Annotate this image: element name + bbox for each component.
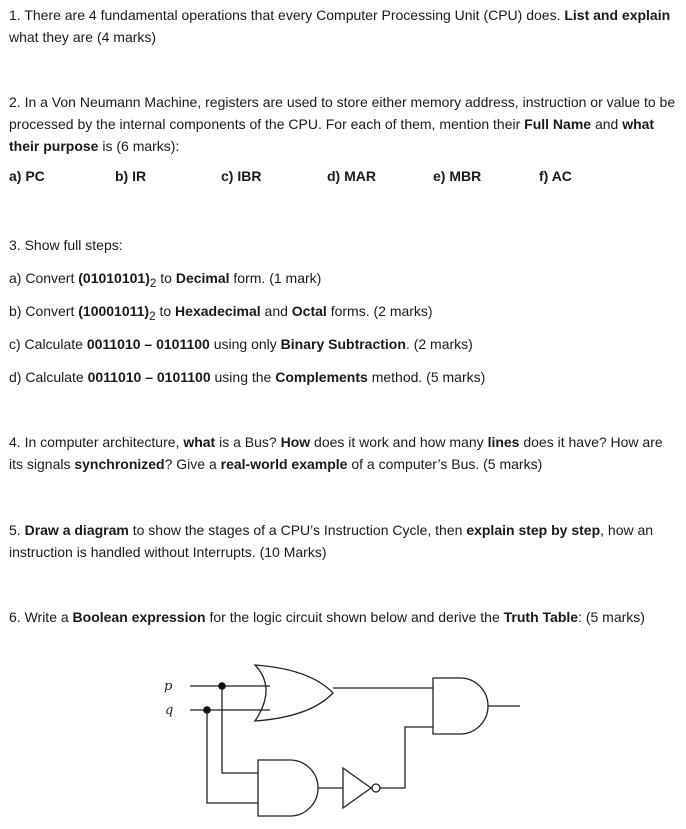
and-gate-bottom	[258, 760, 318, 816]
logic-circuit-diagram	[155, 655, 535, 820]
junction-dot-p	[218, 682, 226, 690]
question-3-title: 3. Show full steps:	[9, 237, 123, 253]
register-ir: b) IR	[115, 168, 147, 184]
not-gate	[343, 768, 371, 808]
wire-q-branch	[207, 710, 258, 803]
question-1: 1. There are 4 fundamental operations that every Computer Processing Unit (CPU) does. List and explain what they are (4 marks)	[9, 7, 671, 45]
input-label-q: q	[165, 703, 174, 718]
not-gate-bubble	[372, 784, 380, 792]
question-3d: d) Calculate 0011010 – 0101100 using the Complements method. (5 marks)	[9, 369, 486, 385]
wire-p-branch	[222, 686, 258, 773]
input-label-p: p	[164, 679, 173, 694]
question-6: 6. Write a Boolean expression for the logic circuit shown below and derive the Truth Table: (5 marks)	[9, 609, 645, 625]
junction-dot-q	[203, 706, 211, 714]
register-ibr: c) IBR	[221, 168, 262, 184]
wire-not-output	[380, 727, 433, 788]
question-5: 5. Draw a diagram to show the stages of a CPU’s Instruction Cycle, then explain step by step, how an instruction is handled without Interrupts. (10 Marks)	[9, 522, 654, 560]
register-mbr: e) MBR	[433, 168, 482, 184]
or-gate	[255, 665, 333, 721]
and-gate-output	[433, 678, 488, 734]
question-2: 2. In a Von Neumann Machine, registers are used to store either memory address, instruction or value to be processed by the internal components of the CPU. For each of them, mention their Full Name and what their purpose is (6 marks):	[9, 94, 676, 154]
register-list	[9, 168, 677, 190]
question-3a: a) Convert $(01010101)_2$ to Decimal form. (1 mark)	[9, 270, 322, 290]
question-3c: c) Calculate 0011010 – 0101100 using only Binary Subtraction. (2 marks)	[9, 336, 473, 352]
question-3b: b) Convert $(10001011)_2$ to Hexadecimal and Octal forms. (2 marks)	[9, 303, 433, 323]
register-ac: f) AC	[539, 168, 572, 184]
register-mar: d) MAR	[327, 168, 376, 184]
register-pc: a) PC	[9, 168, 45, 184]
question-4: 4. In computer architecture, what is a Bus? How does it work and how many lines does it have? How are its signals synchronized? Give a real-world example of a computer’s Bus. (5 marks)	[9, 434, 663, 472]
